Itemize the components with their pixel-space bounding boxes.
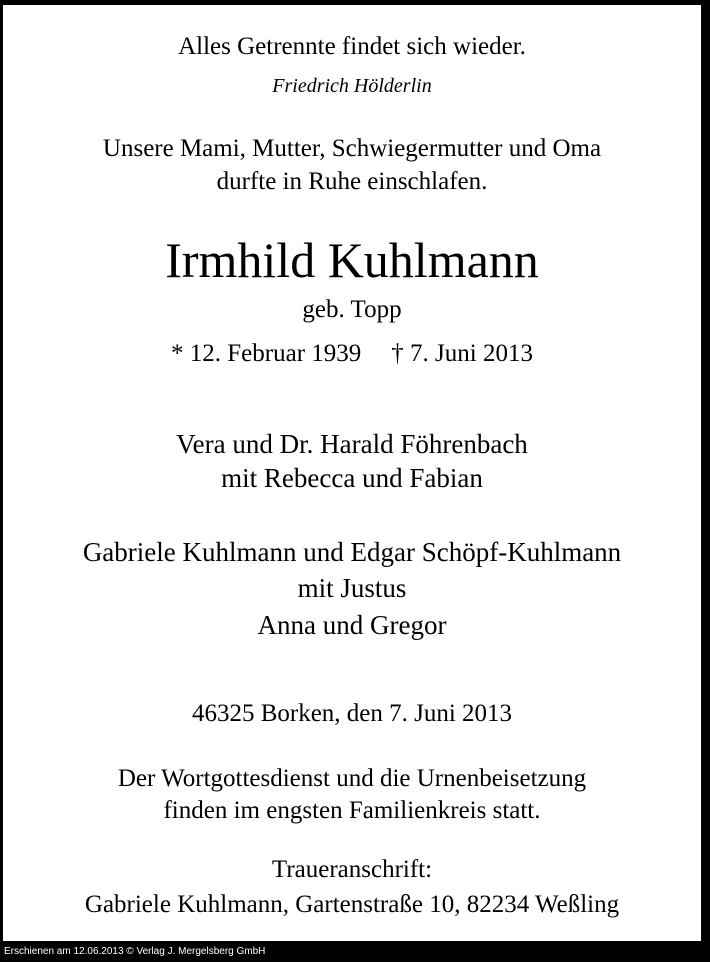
deceased-name: Irmhild Kuhlmann (165, 232, 539, 288)
intro-line-2: durfte in Ruhe einschlafen. (216, 168, 488, 195)
family-2-line-2: mit Justus (297, 573, 407, 603)
place-date: 46325 Borken, den 7. Juni 2013 (191, 700, 513, 727)
birth-name: geb. Topp (302, 296, 402, 323)
service-line-2: finden im engsten Familienkreis statt. (163, 797, 541, 824)
family-2-line-1: Gabriele Kuhlmann und Edgar Schöpf-Kuhlmann (82, 537, 622, 567)
death-date: † 7. Juni 2013 (391, 340, 533, 367)
life-dates (3, 340, 701, 368)
family-1-line-2: mit Rebecca und Fabian (221, 463, 483, 493)
service-line-1: Der Wortgottesdienst und die Urnenbeisetzung (117, 765, 587, 792)
publication-note: Erschienen am 12.06.2013 © Verlag J. Mergelsberg GmbH (4, 946, 266, 957)
family-2-line-3: Anna und Gregor (257, 610, 447, 640)
quote-author: Friedrich Hölderlin (272, 75, 432, 97)
intro-line-1: Unsere Mami, Mutter, Schwiegermutter und Oma (102, 135, 602, 162)
footer-bar (0, 941, 710, 962)
quote: Alles Getrennte findet sich wieder. (178, 33, 526, 60)
birth-date: * 12. Februar 1939 (171, 340, 362, 367)
family-1-line-1: Vera und Dr. Harald Föhrenbach (176, 429, 528, 459)
address: Gabriele Kuhlmann, Gartenstraße 10, 82234 Weßling (84, 891, 620, 918)
address-label: Traueranschrift: (271, 856, 433, 883)
